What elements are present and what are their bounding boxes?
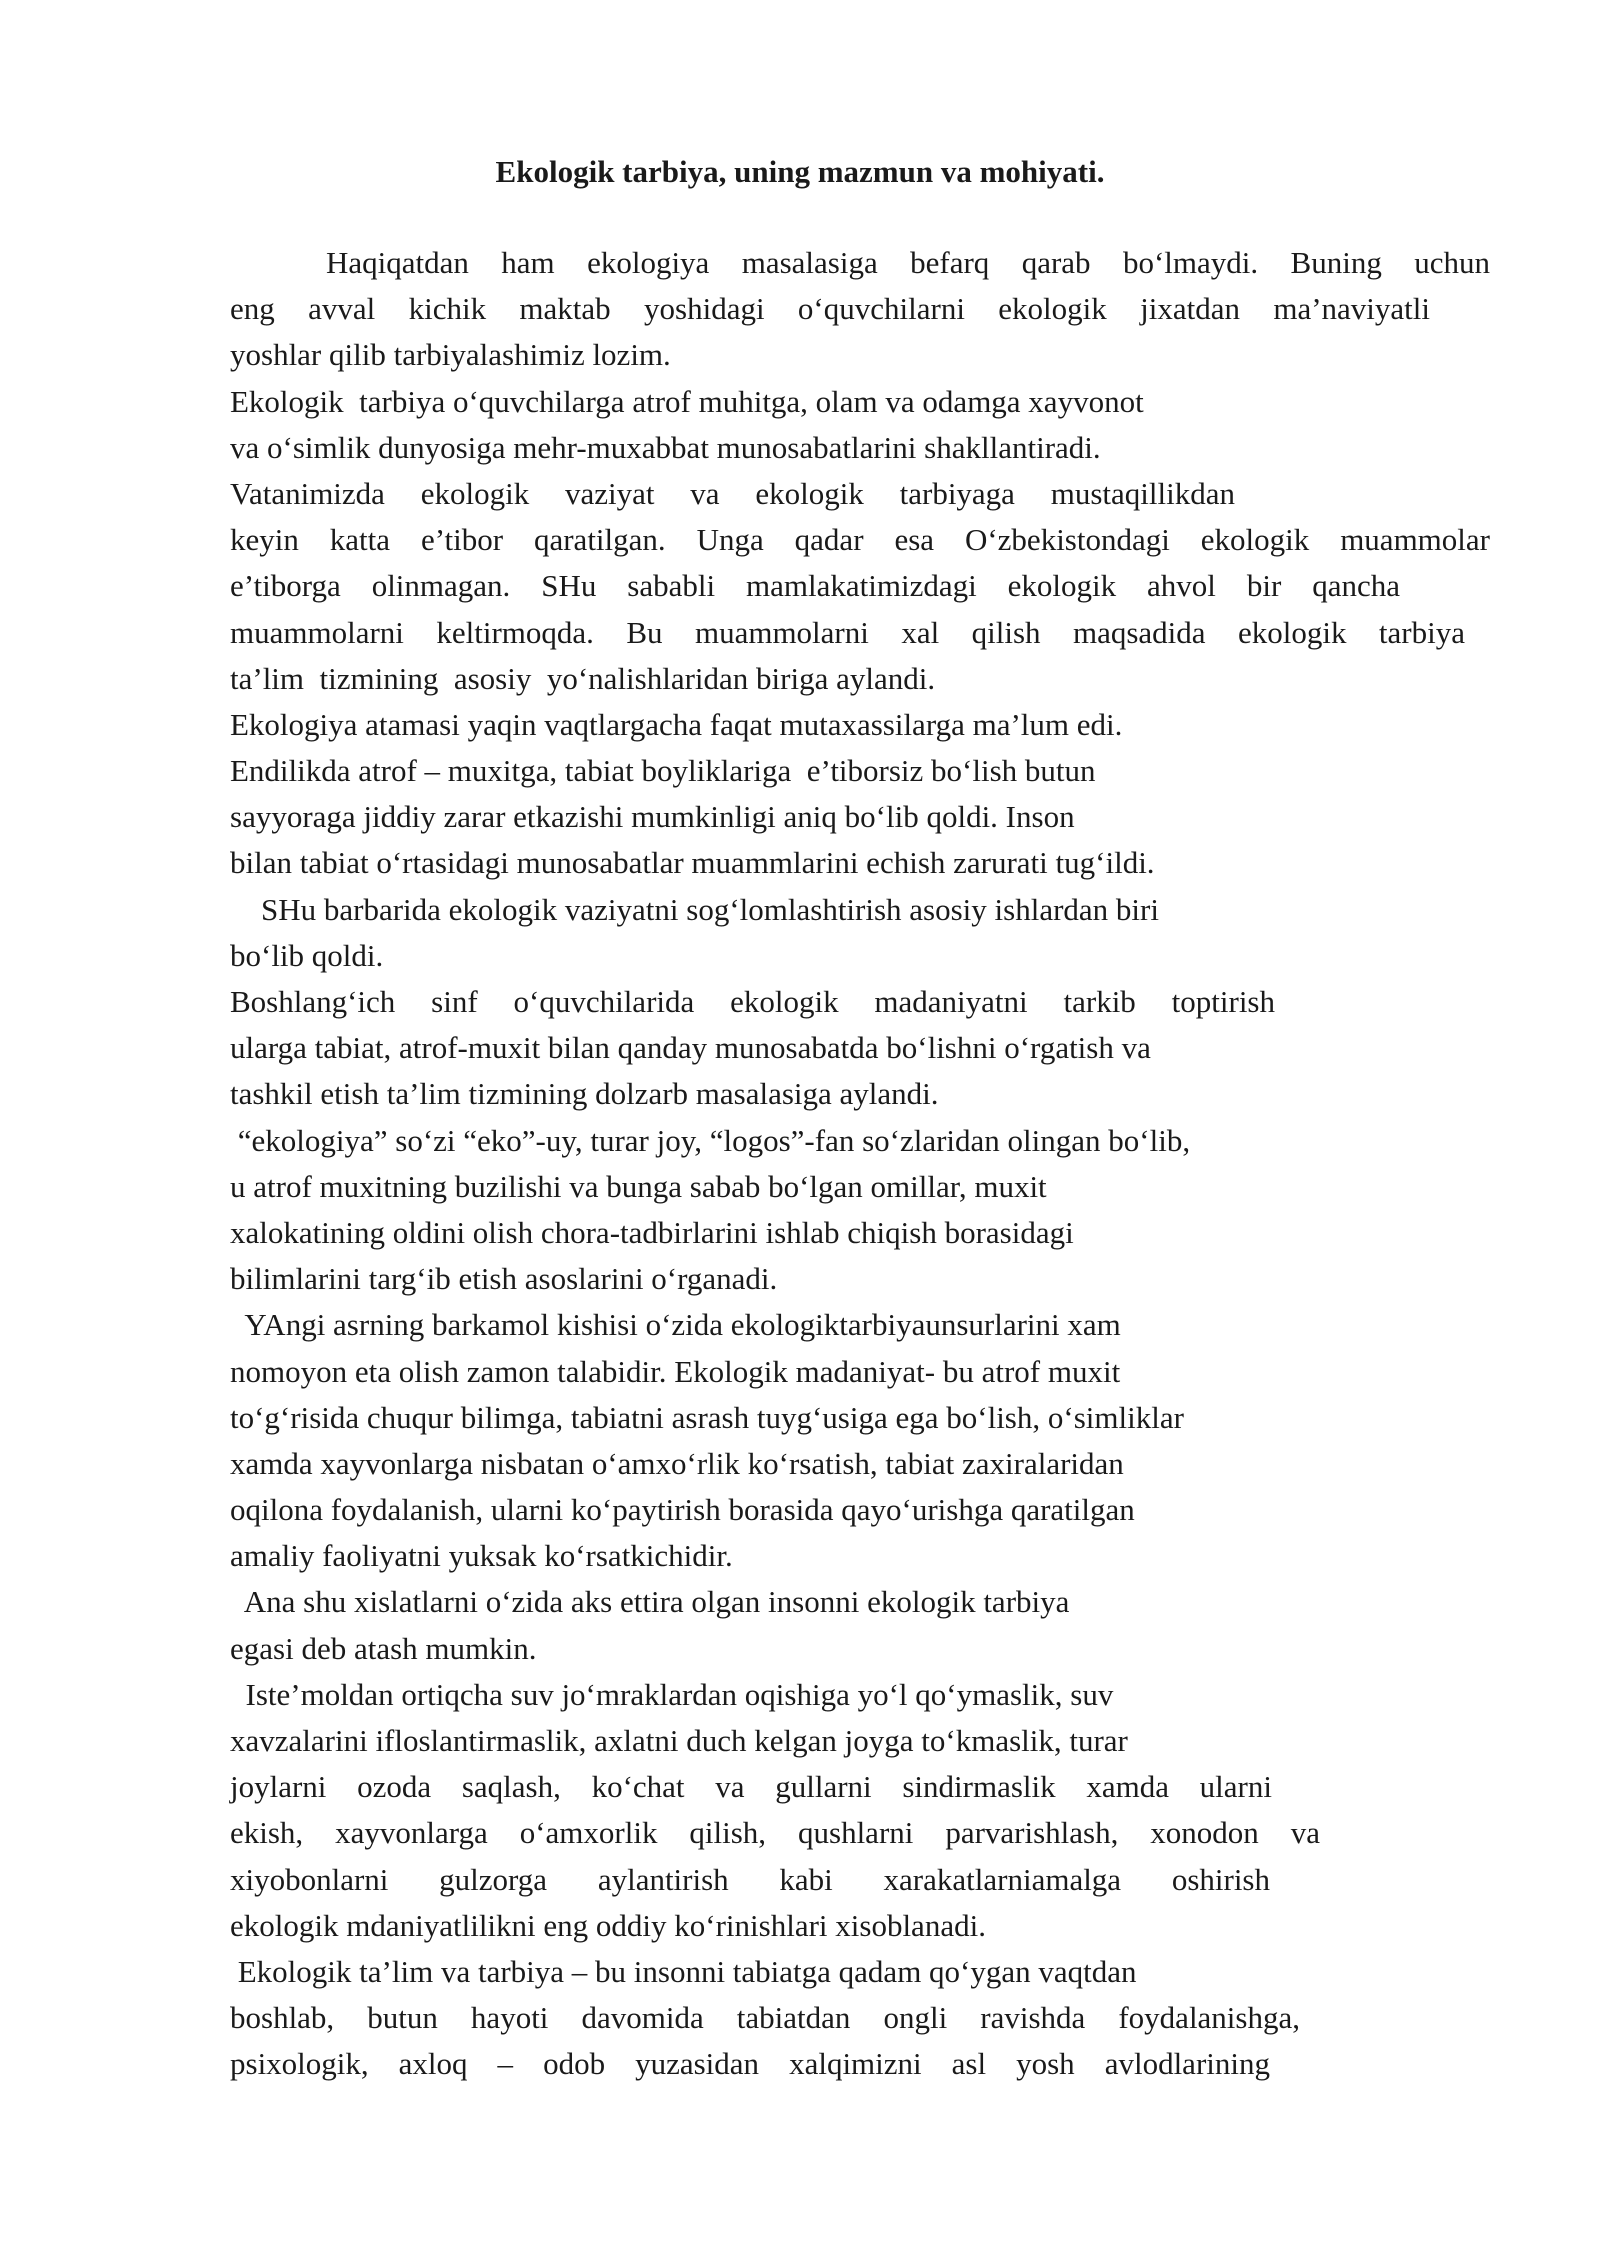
text-line: to‘g‘risida chuqur bilimga, tabiatni asrash tuyg‘usiga ega bo‘lish, o‘simliklar (230, 1399, 1184, 1435)
text-line: oqilona foydalanish, ularni ko‘paytirish borasida qayo‘urishga qaratilgan (230, 1492, 1135, 1528)
text-line: xavzalarini ifloslantirmaslik, axlatni duch kelgan joyga to‘kmaslik, turar (230, 1723, 1128, 1758)
text-line: amaliy faoliyatni yuksak ko‘rsatkichidir. (230, 1538, 733, 1574)
text-line: xamda xayvonlarga nisbatan o‘amxo‘rlik ko‘rsatish, tabiat zaxiralaridan (230, 1445, 1124, 1481)
text-line: ekologik mdaniyatlilikni eng oddiy ko‘rinishlari xisoblanadi. (230, 1907, 986, 1943)
text-line: ularga tabiat, atrof-muxit bilan qanday munosabatda bo‘lishni o‘rgatish va (230, 1030, 1151, 1066)
text-line: sayyoraga jiddiy zarar etkazishi mumkinligi aniq bo‘lib qoldi. Inson (230, 799, 1075, 835)
text-line: ta’lim tizmining asosiy yo‘nalishlaridan biriga aylandi. (230, 660, 936, 696)
text-line: Vatanimizda ekologik vaziyat va ekologik tarbiyaga mustaqillikdan (230, 475, 1235, 511)
text-line: yoshlar qilib tarbiyalashimiz lozim. (230, 337, 671, 373)
text-line: Ekologiya atamasi yaqin vaqtlargacha faqat mutaxassilarga ma’lum edi. (230, 706, 1123, 742)
text-line: Ana shu xislatlarni o‘zida aks ettira olgan insonni ekologik tarbiya (230, 1584, 1070, 1620)
text-line: xalokatining oldini olish chora-tadbirlarini ishlab chiqish borasidagi (230, 1214, 1074, 1250)
text-line: Endilikda atrof – muxitga, tabiat boyliklariga e’tiborsiz bo‘lish butun (230, 753, 1096, 789)
text-line: va o‘simlik dunyosiga mehr-muxabbat munosabatlarini shakllantiradi. (230, 429, 1101, 465)
text-line: joylarni ozoda saqlash, ko‘chat va gullarni sindirmaslik xamda ularni (230, 1769, 1272, 1805)
text-line: e’tiborga olinmagan. SHu sababli mamlakatimizdagi ekologik ahvol bir qancha (230, 568, 1400, 604)
text-line: boshlab, butun hayoti davomida tabiatdan ongli ravishda foydalanishga, (230, 2000, 1300, 2036)
text-line: keyin katta e’tibor qaratilgan. Unga qadar esa O‘zbekistondagi ekologik muammolar (230, 522, 1490, 558)
document-title: Ekologik tarbiya, uning mazmun va mohiyati. (495, 154, 1105, 189)
text-line: tashkil etish ta’lim tizmining dolzarb masalasiga aylandi. (230, 1076, 939, 1112)
document-body (230, 240, 1490, 2088)
text-line: muammolarni keltirmoqda. Bu muammolarni xal qilish maqsadida ekologik tarbiya (230, 614, 1465, 650)
text-line: bilan tabiat o‘rtasidagi munosabatlar muammlarini echish zarurati tug‘ildi. (230, 845, 1155, 881)
text-line: SHu barbarida ekologik vaziyatni sog‘lomlashtirish asosiy ishlardan biri (230, 891, 1159, 927)
text-line: ekish, xayvonlarga o‘amxorlik qilish, qushlarni parvarishlash, xonodon va (230, 1815, 1320, 1851)
text-line: xiyobonlarni gulzorga aylantirish kabi xarakatlarniamalga oshirish (230, 1861, 1270, 1897)
text-line: nomoyon eta olish zamon talabidir. Ekologik madaniyat- bu atrof muxit (230, 1353, 1121, 1389)
text-line: eng avval kichik maktab yoshidagi o‘quvchilarni ekologik jixatdan ma’naviyatli (230, 291, 1430, 327)
text-line: Boshlang‘ich sinf o‘quvchilarida ekologik madaniyatni tarkib toptirish (230, 984, 1275, 1019)
text-line: psixologik, axloq – odob yuzasidan xalqimizni asl yosh avlodlarining (230, 2046, 1270, 2082)
text-line: Ekologik tarbiya o‘quvchilarga atrof muhitga, olam va odamga xayvonot (230, 383, 1144, 419)
text-line: Haqiqatdan ham ekologiya masalasiga befarq qarab bo‘lmaydi. Buning uchun (326, 245, 1490, 280)
text-line: egasi deb atash mumkin. (230, 1630, 537, 1666)
text-line: Ekologik ta’lim va tarbiya – bu insonni tabiatga qadam qo‘ygan vaqtdan (230, 1953, 1137, 1989)
text-line: bilimlarini targ‘ib etish asoslarini o‘rganadi. (230, 1261, 778, 1297)
text-line: u atrof muxitning buzilishi va bunga sabab bo‘lgan omillar, muxit (230, 1168, 1047, 1204)
text-line: bo‘lib qoldi. (230, 937, 384, 973)
text-line: Iste’moldan ortiqcha suv jo‘mraklardan oqishiga yo‘l qo‘ymaslik, suv (230, 1676, 1114, 1712)
text-line: “ekologiya” so‘zi “eko”-uy, turar joy, “logos”-fan so‘zlaridan olingan bo‘lib, (230, 1122, 1191, 1158)
text-line: YAngi asrning barkamol kishisi o‘zida ekologiktarbiyaunsurlarini xam (230, 1307, 1121, 1343)
